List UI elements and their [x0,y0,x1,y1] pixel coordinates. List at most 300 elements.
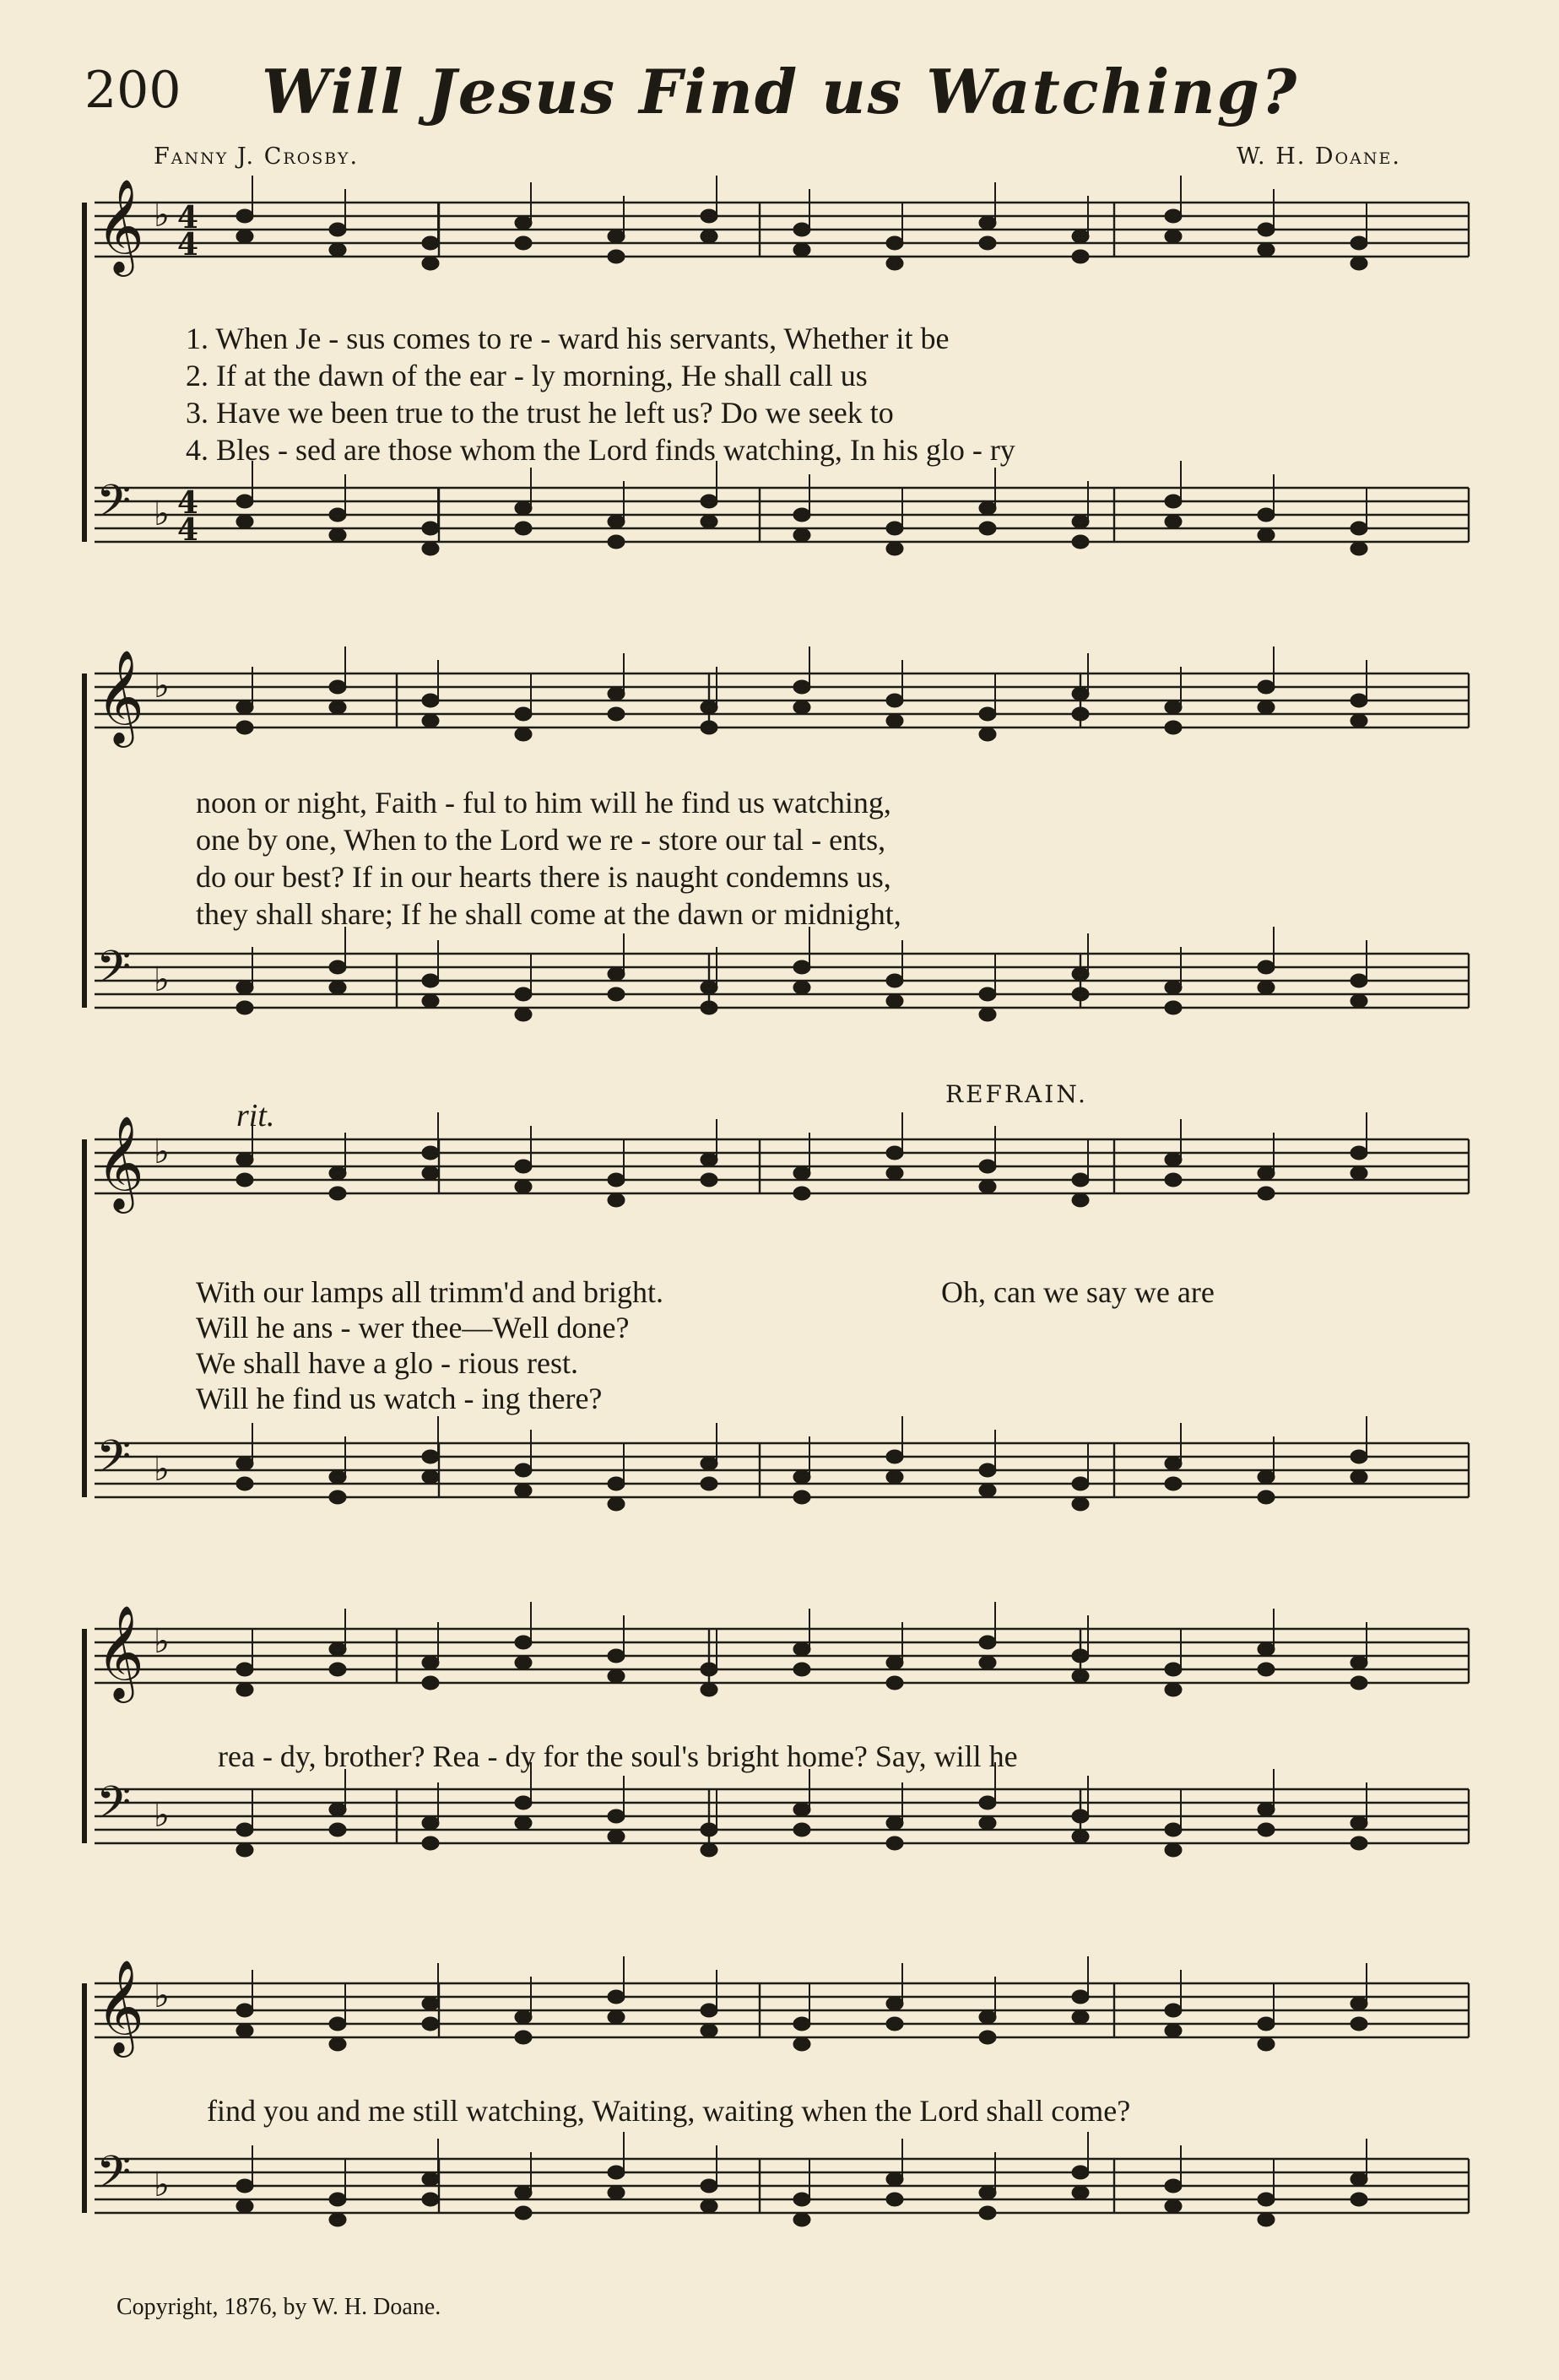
note-head [793,1823,810,1836]
note-head [608,535,625,549]
note-head [1351,1997,1367,2010]
note-head [701,230,717,243]
note-head [1165,2004,1182,2017]
note-head [1072,1830,1089,1843]
note-head [1258,1803,1275,1816]
note-head [608,1497,625,1511]
note-head [1072,1649,1089,1663]
note-head [701,1683,717,1696]
note-head [329,1642,346,1656]
note-head [886,542,903,555]
note-head [1165,1001,1182,1014]
note-head [1258,2017,1275,2031]
note-head [608,1477,625,1490]
note-head [1165,2024,1182,2037]
note-head [1165,700,1182,714]
note-head [515,2186,532,2199]
note-head [886,1836,903,1850]
note-head [422,1450,439,1463]
note-head [422,1146,439,1160]
note-head [422,236,439,250]
note-head [701,1843,717,1857]
note-head [793,2193,810,2206]
note-head [1072,1193,1089,1207]
note-head [979,1816,996,1830]
note-head [1165,515,1182,528]
note-head [515,728,532,741]
note-head [979,2206,996,2220]
note-head [608,1830,625,1843]
note-head [608,1990,625,2004]
note-head [1165,209,1182,223]
note-head [329,680,346,694]
note-head [236,721,253,734]
time-signature: 4 [177,227,199,262]
note-head [1258,981,1275,994]
note-head [793,960,810,974]
note-head [793,2213,810,2226]
note-head [1165,230,1182,243]
note-head [515,2031,532,2044]
note-head [1351,2017,1367,2031]
note-head [515,522,532,535]
note-head [1165,2179,1182,2193]
note-head [515,1484,532,1497]
note-head [793,223,810,236]
note-head [979,1636,996,1649]
note-head [236,209,253,223]
note-head [515,1160,532,1173]
note-head [515,1008,532,1021]
note-head [422,994,439,1008]
note-head [329,1166,346,1180]
note-head [701,495,717,508]
note-head [793,1166,810,1180]
note-head [329,700,346,714]
note-head [236,495,253,508]
note-head [329,2193,346,2206]
note-head [236,2199,253,2213]
flat-sign: ♭ [154,495,170,533]
note-head [515,1796,532,1809]
flat-sign: ♭ [154,2166,170,2204]
note-head [329,1663,346,1676]
note-head [422,522,439,535]
note-head [1351,542,1367,555]
note-head [329,1803,346,1816]
note-head [701,1153,717,1166]
note-head [515,707,532,721]
note-head [1072,2166,1089,2179]
note-head [886,2017,903,2031]
note-head [329,1470,346,1484]
note-head [1072,1173,1089,1187]
note-head [608,1649,625,1663]
note-head [886,236,903,250]
flat-sign: ♭ [154,960,170,999]
note-head [979,501,996,515]
note-head [608,2166,625,2179]
note-head [793,243,810,257]
note-head [1351,522,1367,535]
note-head [1072,987,1089,1001]
note-head [236,515,253,528]
note-head [1258,1166,1275,1180]
note-head [793,2017,810,2031]
note-head [701,2199,717,2213]
note-head [979,987,996,1001]
bass-clef: 𝄢 [96,942,132,1004]
note-head [422,2017,439,2031]
note-head [1072,1497,1089,1511]
note-head [886,694,903,707]
note-head [793,508,810,522]
bass-clef: 𝄢 [96,1431,132,1494]
note-head [515,1463,532,1477]
note-head [1258,2213,1275,2226]
flat-sign: ♭ [154,1450,170,1489]
note-head [236,1683,253,1696]
verse-4-line-3: Will he find us watch - ing there? [196,1382,603,1415]
note-head [329,981,346,994]
note-head [701,1001,717,1014]
author-credit: Fanny J. Crosby. [154,143,360,170]
note-head [422,1816,439,1830]
note-head [1258,508,1275,522]
note-head [1165,1843,1182,1857]
note-head [1165,721,1182,734]
copyright-notice: Copyright, 1876, by W. H. Doane. [116,2294,441,2320]
composer-credit: W. H. Doane. [1237,143,1401,170]
verse-3-line-1: 3. Have we been true to the trust he left us? Do we seek to [186,396,894,430]
hymn-title: Will Jesus Find us Watching? [262,56,1299,127]
note-head [701,1823,717,1836]
tempo-marking: rit. [236,1098,275,1133]
note-head [701,1663,717,1676]
note-head [1258,1663,1275,1676]
note-head [422,1997,439,2010]
note-head [329,223,346,236]
note-head [236,700,253,714]
note-head [886,714,903,728]
note-head [1165,1457,1182,1470]
note-head [1072,1990,1089,2004]
note-head [1165,495,1182,508]
note-head [793,1642,810,1656]
note-head [236,1663,253,1676]
note-head [701,2179,717,2193]
note-head [886,974,903,987]
note-head [1165,1173,1182,1187]
note-head [1351,1816,1367,1830]
note-head [236,1843,253,1857]
note-head [979,216,996,230]
note-head [1258,528,1275,542]
note-head [1072,230,1089,243]
refrain-label: REFRAIN. [945,1080,1088,1108]
bass-clef: 𝄢 [96,476,132,538]
note-head [515,501,532,515]
note-head [793,2037,810,2051]
note-head [1351,257,1367,270]
note-head [1351,1450,1367,1463]
note-head [329,1490,346,1504]
note-head [979,2031,996,2044]
note-head [886,994,903,1008]
treble-clef: 𝄞 [96,1604,144,1699]
note-head [793,981,810,994]
note-head [886,1470,903,1484]
note-head [1165,1683,1182,1696]
refrain-line-3: find you and me still watching, Waiting, waiting when the Lord shall come? [207,2094,1131,2128]
note-head [515,1180,532,1193]
note-head [608,2186,625,2199]
note-head [979,1180,996,1193]
note-head [979,707,996,721]
note-head [979,2186,996,2199]
note-head [236,1173,253,1187]
note-head [422,1656,439,1669]
treble-clef: 𝄞 [96,1115,144,1209]
note-head [1351,1656,1367,1669]
note-head [1258,960,1275,974]
refrain-line-1: Oh, can we say we are [941,1275,1215,1309]
note-head [793,700,810,714]
note-head [793,1187,810,1200]
note-head [701,2004,717,2017]
note-head [1072,535,1089,549]
note-head [701,209,717,223]
note-head [886,257,903,270]
note-head [608,687,625,700]
note-head [793,1490,810,1504]
note-head [236,1457,253,1470]
note-head [1351,1836,1367,1850]
note-head [422,1836,439,1850]
note-head [1351,1146,1367,1160]
treble-clef: 𝄞 [96,178,144,273]
note-head [422,2193,439,2206]
note-head [1258,243,1275,257]
note-head [422,1166,439,1180]
note-head [1258,2193,1275,2206]
note-head [701,1173,717,1187]
note-head [886,1450,903,1463]
note-head [886,1997,903,2010]
flat-sign: ♭ [154,196,170,235]
note-head [793,528,810,542]
note-head [422,257,439,270]
note-head [236,1823,253,1836]
treble-clef: 𝄞 [96,1959,144,2053]
note-head [701,1477,717,1490]
note-head [329,1187,346,1200]
note-head [1165,1477,1182,1490]
note-head [1258,1823,1275,1836]
note-head [1351,1166,1367,1180]
note-head [1165,1823,1182,1836]
note-head [608,707,625,721]
note-head [329,960,346,974]
note-head [979,1008,996,1021]
note-head [422,1676,439,1690]
note-head [1351,2193,1367,2206]
note-head [1072,687,1089,700]
page-number: 200 [84,61,181,120]
verse-3-line-2: do our best? If in our hearts there is naught condemns us, [196,860,891,894]
verse-4-line-2: they shall share; If he shall come at the dawn or midnight, [196,897,901,931]
note-head [329,243,346,257]
flat-sign: ♭ [154,667,170,706]
note-head [329,2017,346,2031]
note-head [979,1656,996,1669]
verse-2-line-3: Will he ans - wer thee—Well done? [196,1311,630,1344]
note-head [979,1796,996,1809]
note-head [236,981,253,994]
bass-clef: 𝄢 [96,2147,132,2210]
note-head [701,700,717,714]
note-head [886,522,903,535]
note-head [1072,2010,1089,2024]
note-head [608,230,625,243]
note-head [515,1636,532,1649]
note-head [701,1457,717,1470]
note-head [515,236,532,250]
note-head [886,1146,903,1160]
note-head [422,542,439,555]
note-head [608,987,625,1001]
note-head [329,2213,346,2226]
note-head [886,1166,903,1180]
note-head [1258,700,1275,714]
note-head [422,2172,439,2186]
note-head [1072,2186,1089,2199]
note-head [979,522,996,535]
note-head [515,216,532,230]
note-head [979,728,996,741]
note-head [1072,250,1089,263]
note-head [1258,1642,1275,1656]
note-head [1165,1153,1182,1166]
note-head [1072,707,1089,721]
note-head [608,250,625,263]
note-head [515,1656,532,1669]
note-head [793,680,810,694]
note-head [608,515,625,528]
note-head [886,1676,903,1690]
verse-2-line-2: one by one, When to the Lord we re - store our tal - ents, [196,823,886,857]
note-head [1072,1669,1089,1683]
flat-sign: ♭ [154,1977,170,2015]
flat-sign: ♭ [154,1133,170,1171]
note-head [236,230,253,243]
note-head [979,1463,996,1477]
note-head [886,2172,903,2186]
note-head [1351,974,1367,987]
time-signature: 4 [177,485,199,521]
note-head [329,1823,346,1836]
note-head [701,515,717,528]
note-head [1351,1676,1367,1690]
note-head [793,1470,810,1484]
note-head [329,528,346,542]
note-head [236,1477,253,1490]
note-head [236,2024,253,2037]
note-head [608,1173,625,1187]
note-head [1258,680,1275,694]
note-head [979,236,996,250]
note-head [515,987,532,1001]
verse-3-line-3: We shall have a glo - rious rest. [196,1346,578,1380]
note-head [422,714,439,728]
flat-sign: ♭ [154,1796,170,1835]
note-head [236,2179,253,2193]
note-head [515,1816,532,1830]
time-signature: 4 [177,200,199,235]
note-head [1351,236,1367,250]
note-head [1165,1663,1182,1676]
note-head [236,1001,253,1014]
bass-clef: 𝄢 [96,1777,132,1840]
verse-2-line-1: 2. If at the dawn of the ear - ly morning, He shall call us [186,359,868,392]
note-head [1165,981,1182,994]
note-head [1165,2199,1182,2213]
verse-1-line-2: noon or night, Faith - ful to him will he find us watching, [196,786,891,819]
note-head [979,1484,996,1497]
note-head [1258,2037,1275,2051]
note-head [608,1193,625,1207]
note-head [1258,1490,1275,1504]
note-head [979,1160,996,1173]
note-head [1072,1477,1089,1490]
note-head [515,2010,532,2024]
note-head [1258,1187,1275,1200]
note-head [422,974,439,987]
note-head [701,721,717,734]
note-head [1072,515,1089,528]
note-head [1351,1470,1367,1484]
verse-1-line-3: With our lamps all trimm'd and bright. [196,1275,663,1309]
verse-1-line-1: 1. When Je - sus comes to re - ward his servants, Whether it be [186,322,950,355]
note-head [793,1803,810,1816]
note-head [886,2193,903,2206]
note-head [608,2010,625,2024]
note-head [1072,967,1089,981]
note-head [236,2004,253,2017]
note-head [1258,1470,1275,1484]
note-head [793,1663,810,1676]
note-head [422,694,439,707]
note-head [886,1656,903,1669]
note-head [422,1470,439,1484]
note-head [608,1809,625,1823]
note-head [236,1153,253,1166]
time-signature: 4 [177,512,199,548]
refrain-line-2: rea - dy, brother? Rea - dy for the soul's bright home? Say, will he [218,1739,1018,1773]
note-head [329,2037,346,2051]
note-head [515,2206,532,2220]
flat-sign: ♭ [154,1622,170,1661]
note-head [608,967,625,981]
note-head [329,508,346,522]
treble-clef: 𝄞 [96,649,144,744]
note-head [886,1816,903,1830]
note-head [1351,2172,1367,2186]
note-head [608,1669,625,1683]
verse-4-line-1: 4. Bles - sed are those whom the Lord finds watching, In his glo - ry [186,433,1015,467]
note-head [979,2010,996,2024]
note-head [1351,994,1367,1008]
